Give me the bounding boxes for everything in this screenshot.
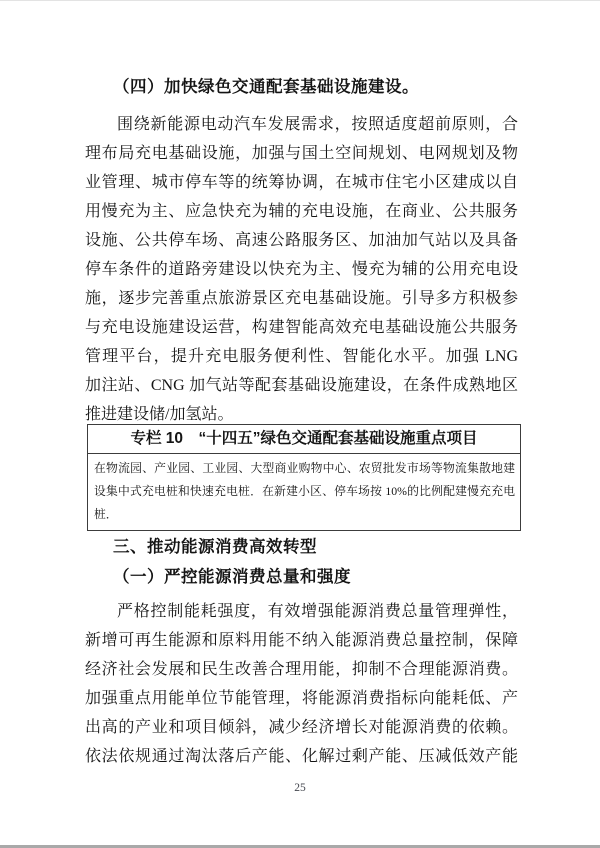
section4-heading: （四）加快绿色交通配套基础设施建设。	[113, 77, 419, 96]
text-line: 管理平台，提升充电服务便利性、智能化水平。加强 LNG	[85, 348, 518, 365]
text-line: 推进建设储/加氢站。	[85, 406, 234, 423]
text-line: 依法依规通过淘汰落后产能、化解过剩产能、压减低效产能	[85, 748, 518, 765]
callout-box-10	[87, 424, 521, 531]
callout-box-body	[88, 454, 520, 530]
text-line: 在物流园、产业园、工业园、大型商业购物中心、农贸批发市场等物流集散地建	[94, 461, 515, 475]
section3-sub-heading: （一）严控能源消费总量和强度	[113, 567, 351, 586]
text-line: 严格控制能耗强度，有效增强能源消费总量管理弹性，	[117, 603, 518, 620]
text-line: 停车条件的道路旁建设以快充为主、慢充为辅的公用充电设	[85, 261, 518, 278]
text-line: 设施、公共停车场、高速公路服务区、加油加气站以及具备	[85, 232, 518, 249]
text-line: 施，逐步完善重点旅游景区充电基础设施。引导多方积极参	[85, 290, 518, 307]
text-line: 理布局充电基础设施，加强与国土空间规划、电网规划及物	[85, 145, 518, 162]
text-line: 业管理、城市停车等的统筹协调，在城市住宅小区建成以自	[85, 174, 518, 191]
text-line: 设集中式充电桩和快速充电桩．在新建小区、停车场按 10%的比例配建慢充充电	[94, 484, 515, 498]
text-line: 出高的产业和项目倾斜，减少经济增长对能源消费的依赖。	[85, 719, 518, 736]
text-line: 加注站、CNG 加气站等配套基础设施建设，在条件成熟地区	[85, 377, 518, 394]
text-line: 新增可再生能源和原料用能不纳入能源消费总量控制，保障	[85, 632, 518, 649]
section3-paragraph	[85, 597, 518, 771]
page-top-edge	[0, 0, 600, 1]
section3-heading: 三、推动能源消费高效转型	[113, 538, 317, 556]
callout-box-title: 专栏 10 “十四五”绿色交通配套基础设施重点项目	[88, 425, 520, 454]
text-line: 桩．	[94, 507, 118, 521]
text-line: 用慢充为主、应急快充为辅的充电设施，在商业、公共服务	[85, 203, 518, 220]
text-line: 与充电设施建设运营，构建智能高效充电基础设施公共服务	[85, 319, 518, 336]
section4-paragraph	[85, 110, 518, 429]
page-number: 25	[294, 782, 306, 794]
text-line: 围绕新能源电动汽车发展需求，按照适度超前原则，合	[117, 116, 518, 133]
text-line: 经济社会发展和民生改善合理用能，抑制不合理能源消费。	[85, 661, 518, 678]
text-line: 加强重点用能单位节能管理，将能源消费指标向能耗低、产	[85, 690, 518, 707]
